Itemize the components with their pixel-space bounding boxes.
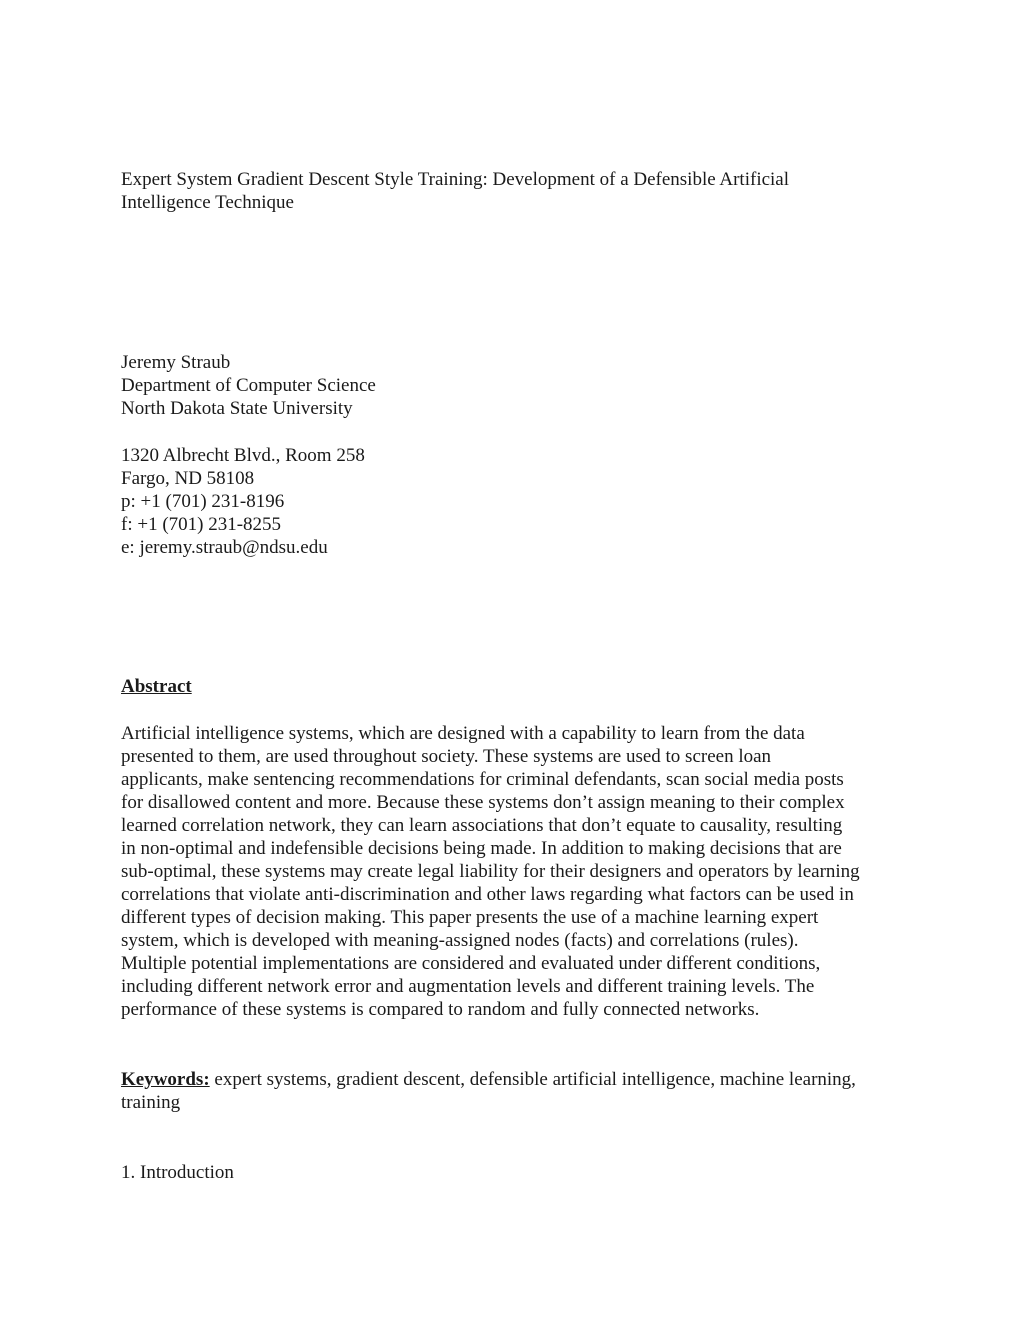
abstract-line: presented to them, are used throughout society. These systems are used to screen loan — [121, 746, 772, 767]
keywords-line-1 — [121, 1068, 911, 1091]
abstract-line: for disallowed content and more. Because these systems don’t assign meaning to their complex — [121, 792, 845, 813]
paper-title — [121, 168, 881, 214]
author-info — [121, 351, 911, 420]
contact-phone: p: +1 (701) 231-8196 — [121, 491, 285, 512]
address-street: 1320 Albrecht Blvd., Room 258 — [121, 445, 365, 466]
keywords-line-2: training — [121, 1092, 181, 1113]
abstract-line: learned correlation network, they can learn associations that don’t equate to causality, resulting — [121, 815, 843, 836]
keywords-block — [121, 1068, 911, 1114]
abstract-line: performance of these systems is compared to random and fully connected networks. — [121, 999, 760, 1020]
abstract-line: correlations that violate anti-discrimination and other laws regarding what factors can be used in — [121, 884, 854, 905]
author-name: Jeremy Straub — [121, 352, 231, 373]
keywords-list: expert systems, gradient descent, defensible artificial intelligence, machine learning, — [209, 1069, 856, 1090]
abstract-line: Multiple potential implementations are considered and evaluated under different conditions, — [121, 953, 821, 974]
abstract-line: Artificial intelligence systems, which are designed with a capability to learn from the data — [121, 723, 805, 744]
title-line-2: Intelligence Technique — [121, 192, 294, 213]
abstract-line: different types of decision making. This paper presents the use of a machine learning expert — [121, 907, 819, 928]
abstract-heading: Abstract — [121, 676, 192, 697]
contact-email: e: jeremy.straub@ndsu.edu — [121, 537, 328, 558]
abstract-line: including different network error and augmentation levels and different training levels. The — [121, 976, 815, 997]
title-line-1: Expert System Gradient Descent Style Training: Development of a Defensible Artificial — [121, 169, 790, 190]
contact-info — [121, 444, 911, 559]
abstract-line: system, which is developed with meaning-assigned nodes (facts) and correlations (rules). — [121, 930, 799, 951]
abstract-line: applicants, make sentencing recommendations for criminal defendants, scan social media posts — [121, 769, 844, 790]
abstract-body — [121, 722, 911, 1021]
author-department: Department of Computer Science — [121, 375, 376, 396]
abstract-line: sub-optimal, these systems may create legal liability for their designers and operators by learning — [121, 861, 860, 882]
section-heading-introduction: 1. Introduction — [121, 1162, 234, 1183]
author-university: North Dakota State University — [121, 398, 353, 419]
abstract-line: in non-optimal and indefensible decisions being made. In addition to making decisions that are — [121, 838, 842, 859]
address-city: Fargo, ND 58108 — [121, 468, 255, 489]
contact-fax: f: +1 (701) 231-8255 — [121, 514, 282, 535]
keywords-label: Keywords: — [121, 1069, 210, 1090]
